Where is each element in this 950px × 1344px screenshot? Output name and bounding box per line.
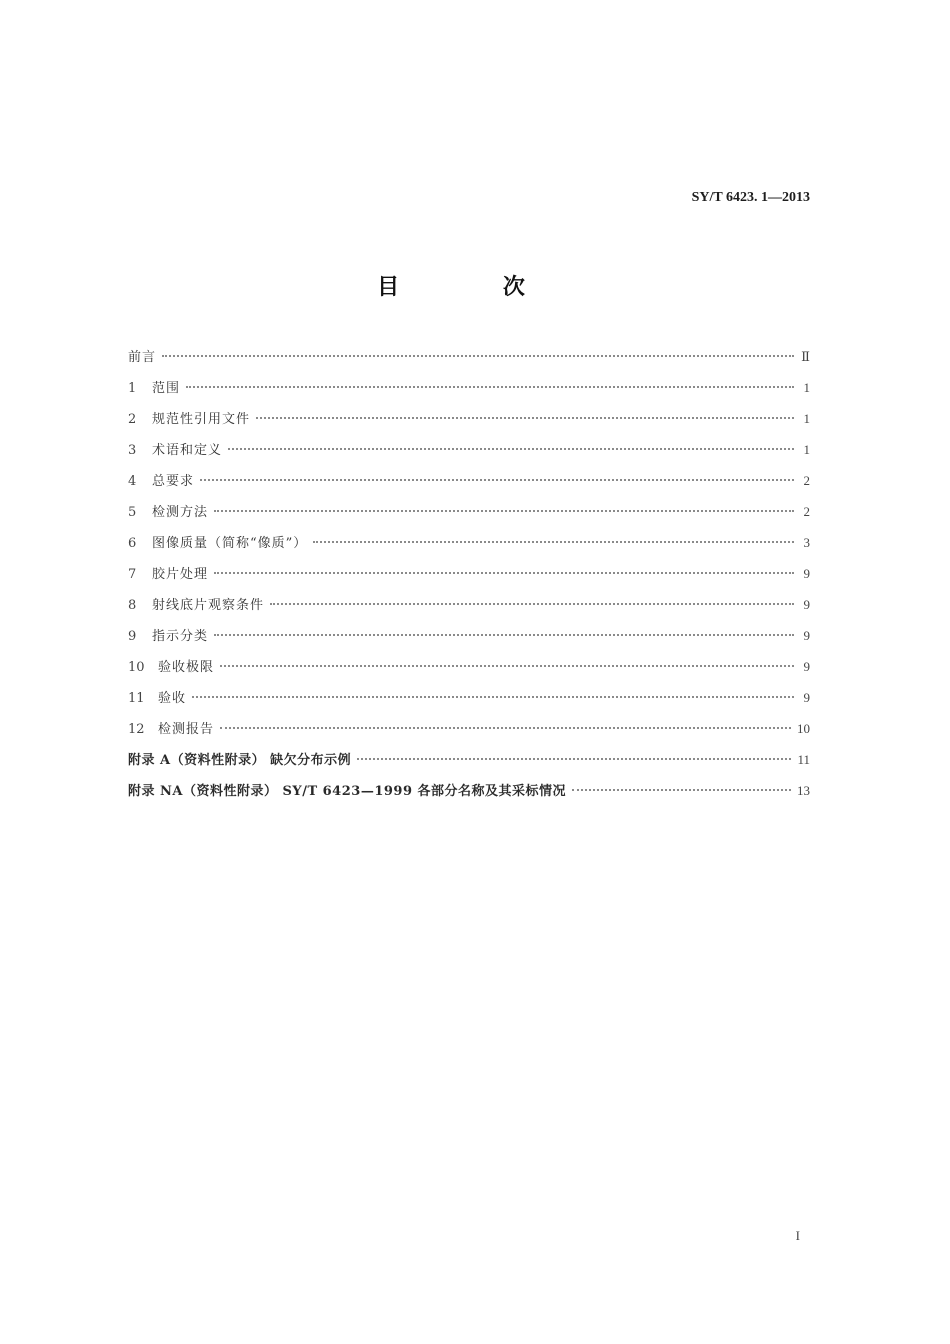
toc-entry-label: 验收 [158,691,187,706]
toc-entry-8[interactable] [128,594,810,625]
dot-leader [270,603,794,605]
dot-leader [186,386,794,388]
toc-entry-number: 10 [128,660,145,675]
toc-entry-page: 9 [803,628,810,643]
toc-entry-page: 1 [803,442,810,457]
toc-entry-page: 11 [797,752,810,767]
toc-entry-page: 2 [803,473,810,488]
toc-entry-11[interactable] [128,687,810,718]
toc-entry-page: 2 [803,504,810,519]
toc-entry-page: 13 [797,783,810,798]
toc-entry-label: 附录 A（资料性附录） 缺欠分布示例 [128,753,352,768]
dot-leader [313,541,794,543]
dot-leader [572,789,791,791]
toc-entry-label: 图像质量（简称“像质”） [152,536,308,551]
toc-entry-label: 检测方法 [152,505,209,520]
toc-entry-page: Ⅱ [801,349,810,364]
toc-entry-9[interactable] [128,625,810,656]
standard-code: SY/T 6423. 1—2013 [691,190,810,205]
toc-entry-number: 7 [128,567,137,582]
toc-entry-number: 9 [128,629,137,644]
dot-leader [256,417,794,419]
toc-title: 目 次 [377,275,573,300]
toc-entry-preface[interactable] [128,346,810,377]
toc-entry-page: 9 [803,659,810,674]
toc-entry-appendix-na[interactable] [128,780,810,811]
toc-entry-label: 射线底片观察条件 [152,598,265,613]
toc-entry-page: 9 [803,597,810,612]
toc-entry-number: 5 [128,505,137,520]
toc-entry-number: 11 [128,691,145,706]
toc-list [128,346,810,811]
toc-entry-6[interactable] [128,532,810,563]
toc-entry-1[interactable] [128,377,810,408]
dot-leader [220,727,791,729]
toc-entry-number: 4 [128,474,137,489]
toc-entry-2[interactable] [128,408,810,439]
dot-leader [220,665,794,667]
dot-leader [192,696,794,698]
toc-entry-label: 胶片处理 [152,567,209,582]
dot-leader [214,510,794,512]
toc-entry-4[interactable] [128,470,810,501]
toc-entry-label: 前言 [128,350,157,365]
toc-entry-label: 指示分类 [152,629,209,644]
dot-leader [162,355,794,357]
toc-entry-label: 范围 [152,381,181,396]
toc-entry-number: 3 [128,443,137,458]
toc-entry-page: 9 [803,566,810,581]
toc-entry-label: 验收极限 [158,660,215,675]
toc-entry-page: 1 [803,411,810,426]
dot-leader [228,448,794,450]
toc-entry-page: 10 [797,721,810,736]
dot-leader [357,758,791,760]
toc-entry-number: 2 [128,412,137,427]
toc-entry-3[interactable] [128,439,810,470]
toc-entry-10[interactable] [128,656,810,687]
toc-entry-label: 附录 NA（资料性附录） SY/T 6423—1999 各部分名称及其采标情况 [128,784,567,799]
toc-entry-page: 1 [803,380,810,395]
toc-entry-number: 12 [128,722,145,737]
toc-entry-label: 检测报告 [158,722,215,737]
toc-entry-label: 总要求 [152,474,195,489]
toc-entry-number: 6 [128,536,137,551]
toc-entry-label: 术语和定义 [152,443,223,458]
toc-entry-7[interactable] [128,563,810,594]
dot-leader [200,479,794,481]
toc-entry-label: 规范性引用文件 [152,412,251,427]
toc-entry-number: 8 [128,598,137,613]
toc-entry-5[interactable] [128,501,810,532]
toc-entry-12[interactable] [128,718,810,749]
toc-entry-number: 1 [128,381,137,396]
toc-entry-page: 3 [803,535,810,550]
toc-entry-appendix-a[interactable] [128,749,810,780]
toc-entry-page: 9 [803,690,810,705]
page-number: I [795,1228,800,1243]
dot-leader [214,634,794,636]
dot-leader [214,572,794,574]
